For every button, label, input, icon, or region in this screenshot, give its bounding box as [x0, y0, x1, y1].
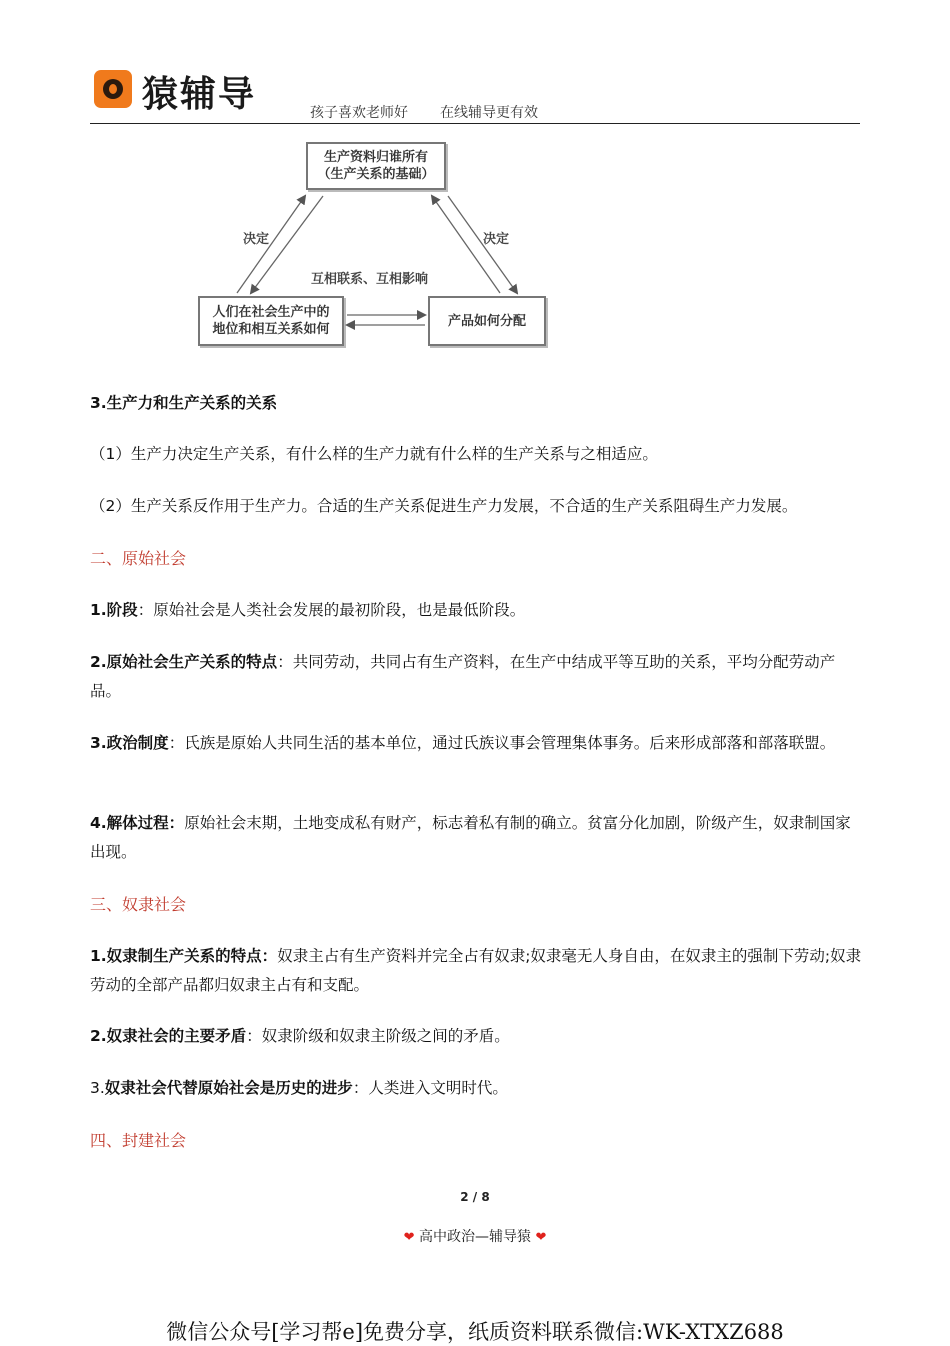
- heart-icon: ❤: [403, 1230, 415, 1245]
- primitive-point-1: 1.阶段：原始社会是人类社会发展的最初阶段，也是最低阶段。: [90, 601, 526, 619]
- slave-point-1: 1.奴隶制生产关系的特点：奴隶主占有生产资料并完全占有奴隶;奴隶毫无人身自由，在奴隶主的强制下劳动;奴隶劳动的全部产品都归奴隶主占有和支配。: [90, 947, 862, 994]
- header-divider: [90, 123, 860, 124]
- slave-point-2: 2.奴隶社会的主要矛盾：奴隶阶级和奴隶主阶级之间的矛盾。: [90, 1027, 510, 1045]
- section-3-point-2: （2）生产关系反作用于生产力。合适的生产关系促进生产力发展，不合适的生产关系阻碍生产力发展。: [90, 497, 798, 515]
- top-box-line2: （生产关系的基础）: [317, 167, 435, 182]
- heart-icon: ❤: [535, 1230, 547, 1245]
- primitive-point-4: 4.解体过程：原始社会末期，土地变成私有财产，标志着私有制的确立。贫富分化加剧，阶级产生，奴隶制国家出现。: [90, 814, 851, 861]
- slogan-left: 孩子喜欢老师好: [310, 105, 408, 121]
- relations-diagram: [195, 138, 555, 353]
- slogan-right: 在线辅导更有效: [440, 105, 538, 121]
- left-box-line1: 人们在社会生产中的: [212, 305, 330, 320]
- brand-name: 猿辅导: [142, 74, 257, 115]
- heading-feudal-society: 四、封建社会: [90, 1131, 187, 1150]
- wechat-notice: 微信公众号[学习帮e]免费分享，纸质资料联系微信:WK-XTXZ688: [166, 1320, 784, 1344]
- footer-subject: [0, 1226, 950, 1246]
- label-decide-left: 决定: [243, 232, 270, 247]
- page-number: 2 / 8: [460, 1190, 490, 1204]
- section-3-title: 3.生产力和生产关系的关系: [90, 394, 278, 412]
- footer-subject-text: 高中政治—辅导猿: [419, 1229, 531, 1245]
- heading-slave-society: 三、奴隶社会: [90, 895, 187, 914]
- monkey-face-icon: [103, 79, 123, 99]
- section-3-point-1: （1）生产力决定生产关系，有什么样的生产力就有什么样的生产关系与之相适应。: [90, 445, 658, 463]
- primitive-point-3: 3.政治制度：氏族是原始人共同生活的基本单位，通过氏族议事会管理集体事务。后来形成部落和部落联盟。: [90, 734, 836, 752]
- top-box-line1: 生产资料归谁所有: [323, 150, 428, 165]
- label-decide-right: 决定: [483, 232, 510, 247]
- left-box-line2: 地位和相互关系如何: [212, 322, 330, 337]
- brand-logo-icon: [94, 70, 132, 108]
- right-box-text: 产品如何分配: [447, 313, 526, 329]
- slave-point-3: 3.奴隶社会代替原始社会是历史的进步：人类进入文明时代。: [90, 1079, 508, 1097]
- label-mutual: 互相联系、互相影响: [311, 272, 429, 287]
- primitive-point-2: 2.原始社会生产关系的特点：共同劳动，共同占有生产资料，在生产中结成平等互助的关系，平均分配劳动产品。: [90, 653, 836, 700]
- heading-primitive-society: 二、原始社会: [90, 549, 187, 568]
- page-header: [90, 66, 860, 124]
